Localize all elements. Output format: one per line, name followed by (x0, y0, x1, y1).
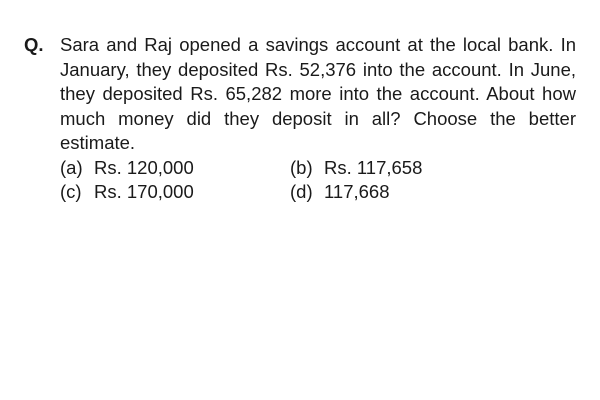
option-text: Rs. 120,000 (94, 156, 194, 178)
option-c (60, 180, 290, 205)
option-d (290, 180, 520, 205)
question-label: Q. (24, 34, 44, 55)
option-letter: (c) (60, 181, 82, 202)
option-text: Rs. 170,000 (94, 181, 194, 202)
option-letter: (a) (60, 156, 83, 178)
option-text: Rs. 117,658 (324, 156, 423, 178)
option-text: 117,668 (324, 181, 390, 202)
question-block (24, 33, 576, 205)
answer-options (60, 156, 576, 205)
option-b (290, 156, 520, 181)
option-a (60, 156, 290, 181)
option-letter: (b) (290, 156, 313, 178)
option-letter: (d) (290, 181, 313, 202)
question-text: Sara and Raj opened a savings account at the local bank. In January, they deposited Rs. 52,376 into the account. In June, they deposited Rs. 65,282 more into the account. About how much money did they deposit in all? Choose the better estimate. (60, 34, 576, 153)
